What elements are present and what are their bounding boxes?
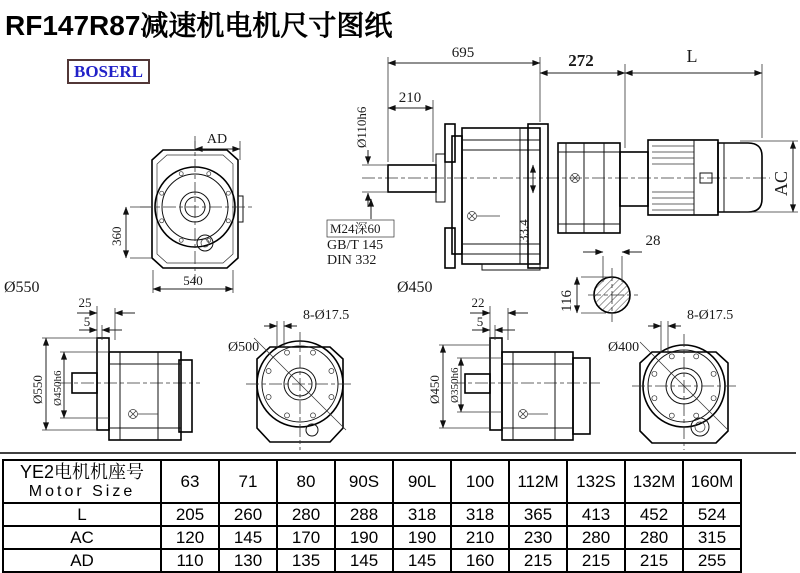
table-row-AD <box>3 549 741 572</box>
dim-value-cell: 110 <box>161 549 219 572</box>
header-size-cell: 71 <box>219 460 277 503</box>
header-size-cell: 132S <box>567 460 625 503</box>
dim-value-cell: 160 <box>451 549 509 572</box>
dim-value-cell: 288 <box>335 503 393 526</box>
output-view-middle <box>427 295 600 440</box>
dim-22: 22 <box>471 295 485 310</box>
flange-view-400 <box>608 308 736 450</box>
dim-value-cell: 452 <box>625 503 683 526</box>
header-size-cell: 90S <box>335 460 393 503</box>
dim-value-cell: 315 <box>683 526 741 549</box>
dim-360: 360 <box>109 226 124 246</box>
dim-value-cell: 215 <box>625 549 683 572</box>
dim-210: 210 <box>398 90 422 106</box>
dim-value-cell: 318 <box>451 503 509 526</box>
dim-33-4: 33.4 <box>516 219 531 242</box>
header-size-cell: 132M <box>625 460 683 503</box>
boserl-logo: BOSERL <box>67 59 150 84</box>
dim-value-cell: 190 <box>393 526 451 549</box>
dim-25: 25 <box>78 295 92 310</box>
output-view-left <box>30 295 200 440</box>
header-size-cell: 160M <box>683 460 741 503</box>
row-label-cell: AD <box>3 549 161 572</box>
header-motor-size <box>3 460 161 503</box>
dim-540: 540 <box>183 273 203 288</box>
dim-spigot350: Ø350h6 <box>449 367 461 403</box>
dim-value-cell: 318 <box>393 503 451 526</box>
dim-value-cell: 135 <box>277 549 335 572</box>
shaft-section-view <box>559 233 661 322</box>
label-dia500: Ø500 <box>228 340 260 355</box>
dim-spigot450: Ø450h6 <box>52 370 64 406</box>
dim-L: L <box>686 46 698 66</box>
dim-value-cell: 145 <box>393 549 451 572</box>
header-size-cell: 112M <box>509 460 567 503</box>
dim-value-cell: 215 <box>509 549 567 572</box>
dim-AC: AC <box>771 170 791 196</box>
dim-value-cell: 280 <box>567 526 625 549</box>
table-row-L <box>3 503 741 526</box>
note-gbt: GB/T 145 <box>327 238 384 253</box>
dim-272: 272 <box>568 51 594 70</box>
row-label-cell: L <box>3 503 161 526</box>
dim-value-cell: 260 <box>219 503 277 526</box>
dim-value-cell: 280 <box>277 503 335 526</box>
dim-value-cell: 205 <box>161 503 219 526</box>
dim-value-cell: 145 <box>335 549 393 572</box>
dim-od550: Ø550 <box>30 375 45 404</box>
label-dia450: Ø450 <box>397 279 433 296</box>
dim-value-cell: 365 <box>509 503 567 526</box>
note-thread: M24深60 <box>330 221 381 236</box>
plug-icon <box>468 174 580 221</box>
dim-od450: Ø450 <box>427 375 442 404</box>
dim-695: 695 <box>451 45 475 61</box>
label-dia400: Ø400 <box>608 340 640 355</box>
dim-value-cell: 120 <box>161 526 219 549</box>
dim-5b: 5 <box>476 314 484 329</box>
dim-holes-400: 8-Ø17.5 <box>687 308 734 323</box>
header-motor-size-cn: YE2电机机座号 <box>19 462 145 482</box>
dim-value-cell: 145 <box>219 526 277 549</box>
dim-value-cell: 230 <box>509 526 567 549</box>
flange-view-500 <box>228 308 354 450</box>
dim-value-cell: 190 <box>335 526 393 549</box>
dim-value-cell: 215 <box>567 549 625 572</box>
row-label-cell: AC <box>3 526 161 549</box>
header-size-cell: 90L <box>393 460 451 503</box>
dim-value-cell: 413 <box>567 503 625 526</box>
note-din: DIN 332 <box>327 253 377 268</box>
dim-5a: 5 <box>83 314 91 329</box>
dim-value-cell: 130 <box>219 549 277 572</box>
dim-shaft-dia: Ø110h6 <box>354 106 369 148</box>
header-size-cell: 80 <box>277 460 335 503</box>
table-header-row <box>3 460 741 503</box>
dim-value-cell: 524 <box>683 503 741 526</box>
header-size-cell: 100 <box>451 460 509 503</box>
dim-ad: AD <box>206 132 228 147</box>
dim-value-cell: 255 <box>683 549 741 572</box>
header-motor-size-en: Motor Size <box>28 483 136 500</box>
label-dia550: Ø550 <box>4 279 40 296</box>
page-title: RF147R87减速机电机尺寸图纸 <box>5 10 393 41</box>
dim-value-cell: 170 <box>277 526 335 549</box>
dim-value-cell: 280 <box>625 526 683 549</box>
front-view <box>4 132 252 296</box>
dim-116: 116 <box>559 290 575 312</box>
header-size-cell: 63 <box>161 460 219 503</box>
side-view-assembly <box>327 45 798 296</box>
table-row-AC <box>3 526 741 549</box>
dim-value-cell: 210 <box>451 526 509 549</box>
dim-holes-500: 8-Ø17.5 <box>303 308 350 323</box>
dim-28: 28 <box>645 233 661 249</box>
motor-dimension-table <box>2 459 742 573</box>
